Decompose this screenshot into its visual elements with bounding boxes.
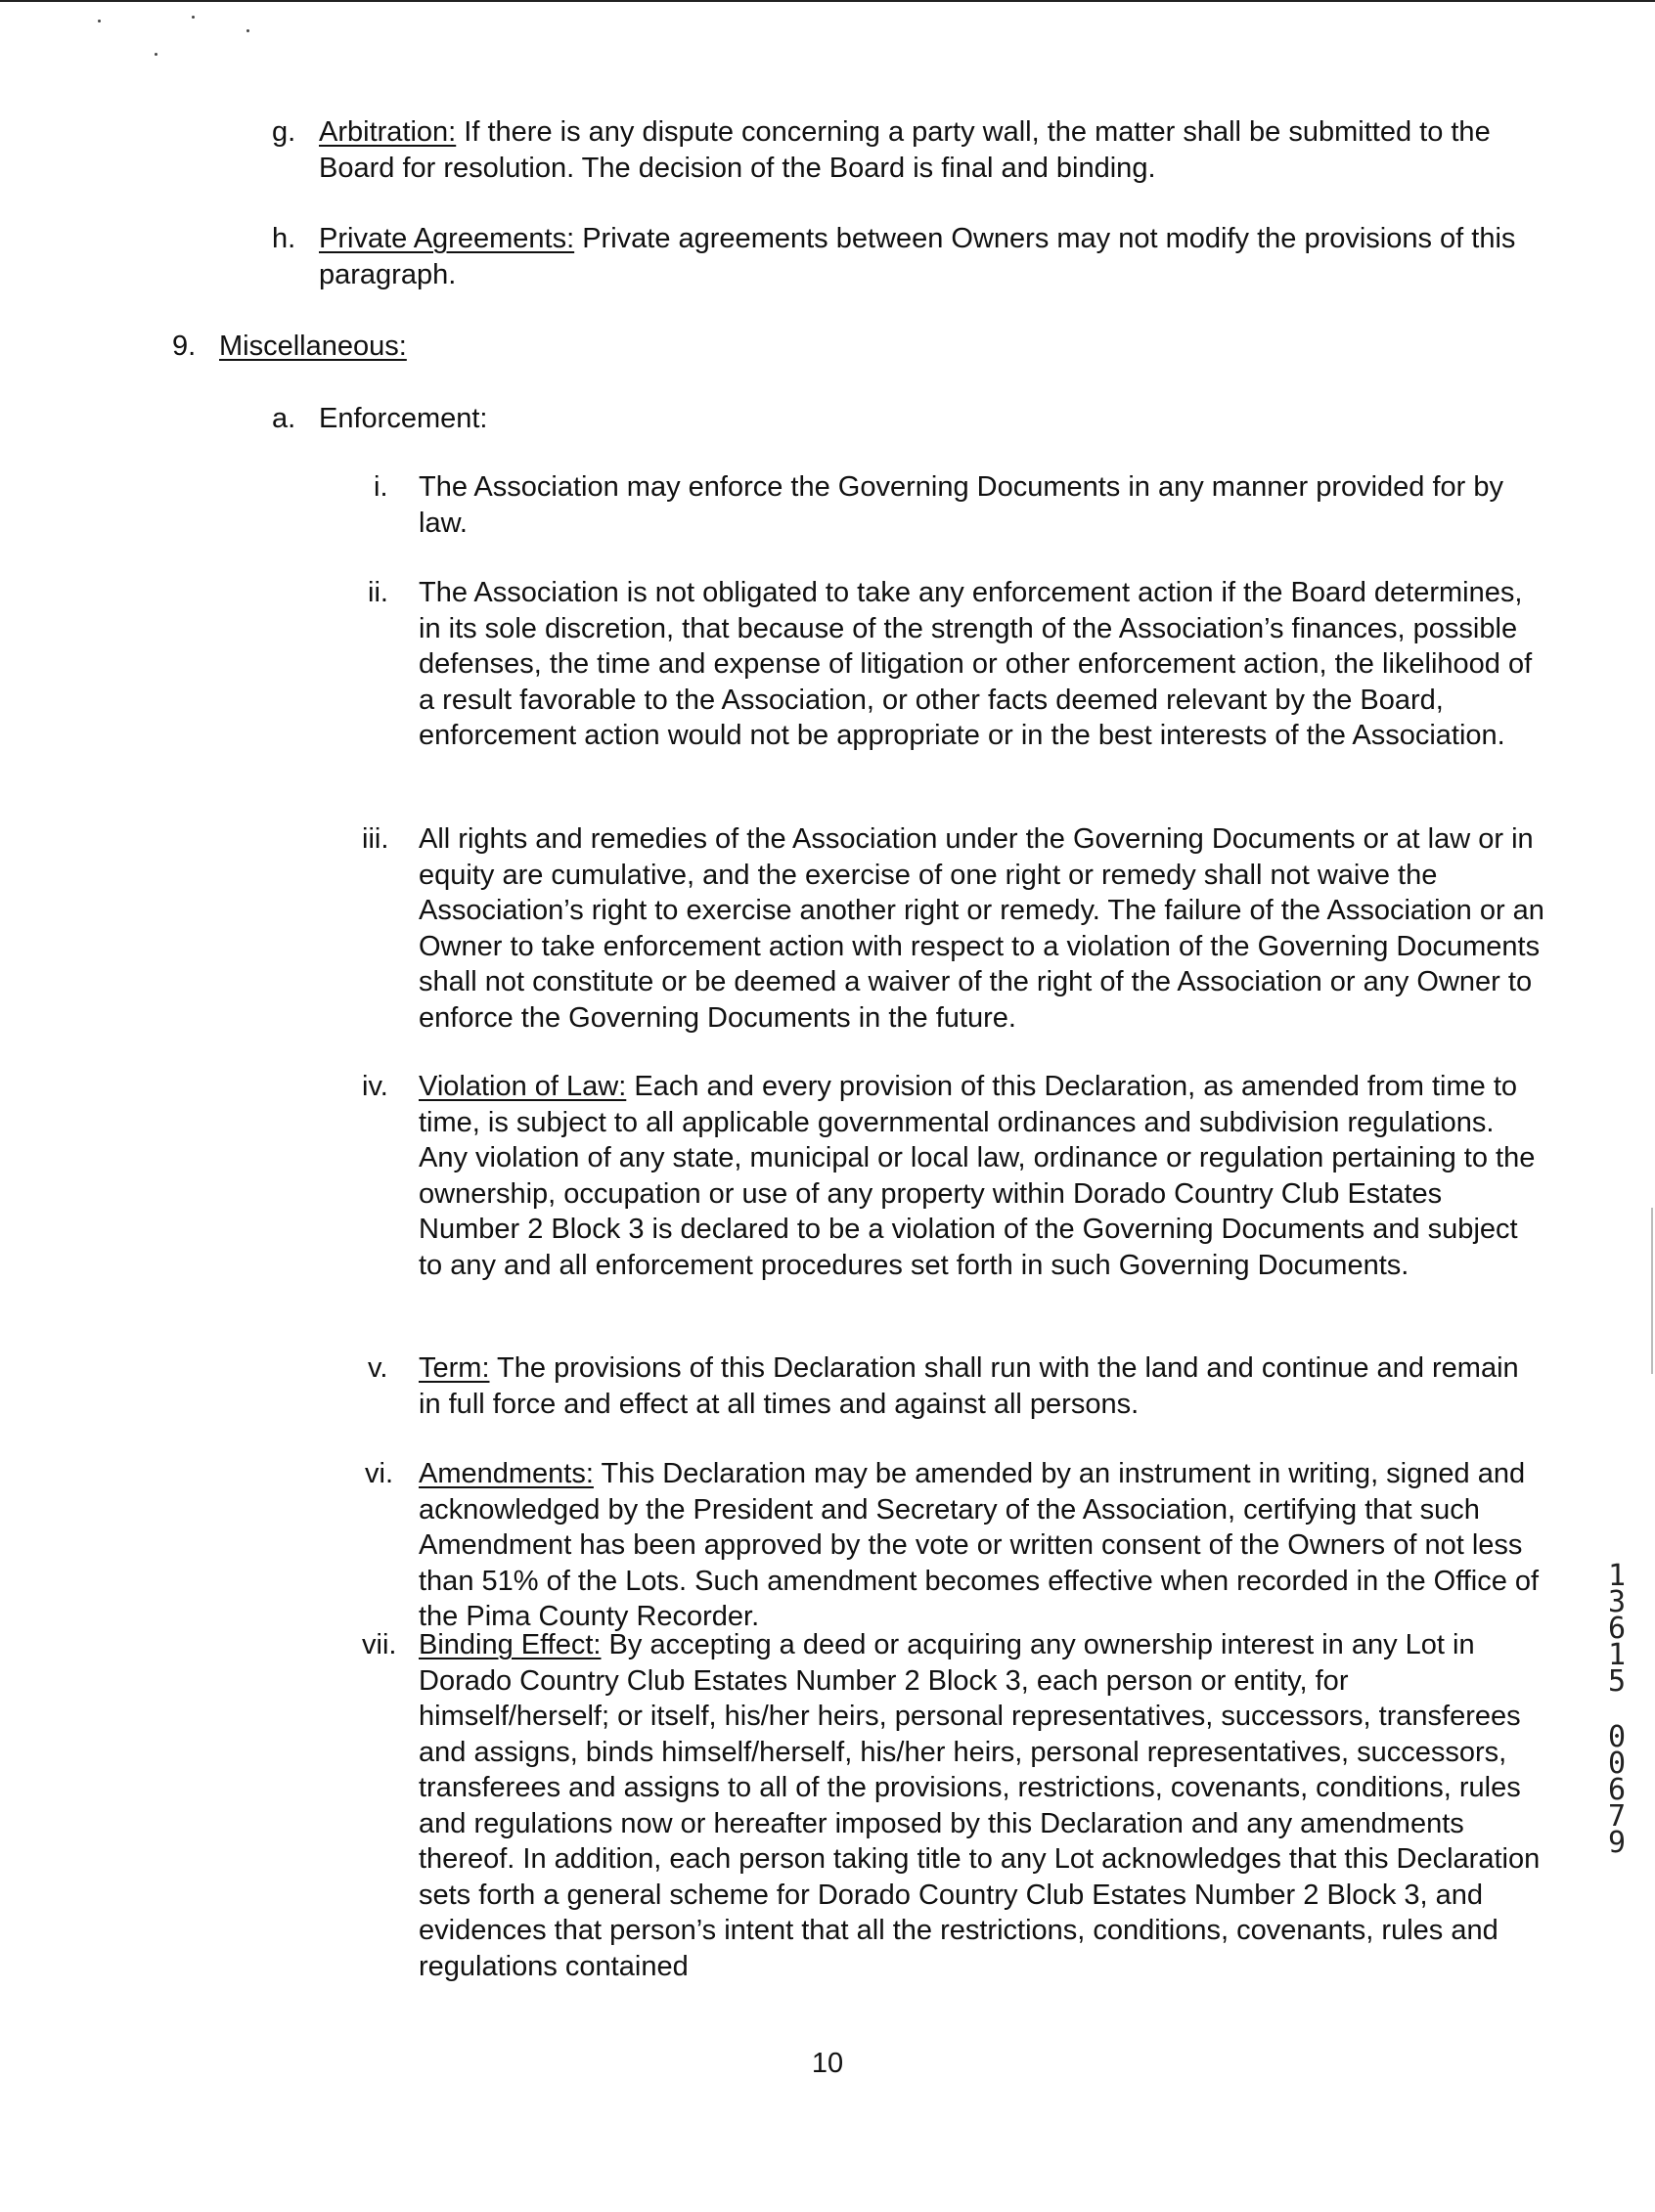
clause-marker: vi.	[365, 1458, 393, 1489]
stamp-digit: 6	[1607, 1612, 1627, 1646]
clause-heading: Binding Effect:	[419, 1629, 602, 1660]
section-marker: 9.	[172, 331, 197, 362]
subsection-marker: g.	[272, 116, 296, 148]
clause-heading: Amendments:	[419, 1458, 594, 1489]
subsection-a	[272, 401, 1054, 437]
section-body	[219, 329, 955, 365]
recording-stamp-vertical	[1602, 1559, 1632, 1860]
clause-marker: iii.	[362, 823, 389, 855]
clause-heading: Term:	[419, 1352, 490, 1384]
subsection-h	[272, 221, 1543, 292]
subsection-heading: Private Agreements:	[319, 223, 575, 254]
clause-text: The Association may enforce the Governing Documents in any manner provided for by law.	[419, 471, 1504, 539]
clause-body	[419, 1456, 1545, 1635]
subsection-heading: Enforcement:	[319, 403, 488, 434]
stamp-digit: 6	[1607, 1773, 1627, 1807]
clause-marker: ii.	[368, 577, 388, 608]
clause-marker: vii.	[362, 1629, 397, 1660]
clause-marker: iv.	[362, 1071, 388, 1102]
clause-iii	[362, 821, 1545, 1036]
clause-body	[419, 1627, 1545, 1984]
section-9	[172, 329, 955, 365]
subsection-marker: a.	[272, 403, 296, 434]
subsection-g	[272, 114, 1543, 186]
section-heading: Miscellaneous:	[219, 331, 407, 362]
clause-marker: i.	[374, 471, 388, 503]
stamp-digit: 1	[1607, 1559, 1627, 1593]
stamp-digit: 0	[1607, 1720, 1627, 1754]
subsection-text: Private agreements between Owners may not modify the provisions of this paragraph.	[319, 223, 1516, 290]
stamp-digit: 1	[1607, 1638, 1627, 1672]
clause-text: All rights and remedies of the Association under the Governing Documents or at law or in equity are cumulative, and the exercise of one right or remedy shall not waive the Association’s right to exercise another right or remedy. The failure of the Association or an Owner to take enforcement action with respect to a violation of the Governing Documents shall not constitute or be deemed a waiver of the right of the Association or any Owner to enforce the Governing Documents in the future.	[419, 823, 1544, 1034]
clause-text: The Association is not obligated to take any enforcement action if the Board determines, in its sole discretion, that because of the strength of the Association’s finances, possible defenses, the time and expense of litigation or other enforcement action, the likelihood of a result favorable to the Association, or other facts deemed relevant by the Board, enforcement action would not be appropriate or in the best interests of the Association.	[419, 577, 1533, 751]
clause-text: Each and every provision of this Declaration, as amended from time to time, is subject to all applicable governmental ordinances and subdivision regulations. Any violation of any state, municipal or local law, ordinance or regulation pertaining to the ownership, occupation or use of any property within Dorado Country Club Estates Number 2 Block 3 is declared to be a violation of the Governing Documents and subject to any and all enforcement procedures set forth in such Governing Documents.	[419, 1071, 1536, 1281]
page-number: 10	[811, 2048, 844, 2079]
stamp-digit: 5	[1607, 1664, 1627, 1699]
stamp-digit: 9	[1607, 1826, 1627, 1860]
clause-body	[419, 1069, 1545, 1283]
subsection-body	[319, 401, 1054, 437]
clause-body	[419, 575, 1545, 754]
clause-i	[362, 469, 1545, 541]
clause-vii	[362, 1627, 1545, 1984]
clause-iv	[362, 1069, 1545, 1283]
clause-text: This Declaration may be amended by an instrument in writing, signed and acknowledged by the President and Secretary of the Association, certifying that such Amendment has been approved by the vote or written consent of the Owners of not less than 51% of the Lots. Such amendment becomes effective when recorded in the Office of the Pima County Recorder.	[419, 1458, 1540, 1632]
subsection-heading: Arbitration:	[319, 116, 457, 148]
clause-v	[362, 1350, 1545, 1422]
clause-vi	[362, 1456, 1545, 1635]
stamp-digit: 3	[1607, 1585, 1627, 1619]
subsection-body	[319, 114, 1543, 186]
stamp-digit: 7	[1607, 1799, 1627, 1834]
subsection-text: If there is any dispute concerning a party wall, the matter shall be submitted to the Board for resolution. The decision of the Board is final and binding.	[319, 116, 1491, 184]
clause-body	[419, 1350, 1545, 1422]
subsection-marker: h.	[272, 223, 296, 254]
clause-ii	[362, 575, 1545, 754]
stamp-digit: 0	[1607, 1747, 1627, 1781]
clause-body	[419, 821, 1545, 1036]
clause-marker: v.	[368, 1352, 388, 1384]
clause-body	[419, 469, 1545, 541]
recording-stamp	[1602, 1559, 1632, 1860]
clause-heading: Violation of Law:	[419, 1071, 627, 1102]
clause-text: The provisions of this Declaration shall run with the land and continue and remain in full force and effect at all times and against all persons.	[419, 1352, 1519, 1420]
subsection-body	[319, 221, 1543, 292]
clause-text: By accepting a deed or acquiring any ownership interest in any Lot in Dorado Country Club Estates Number 2 Block 3, each person or entity, for himself/herself; or itself, his/her heirs, personal representatives, successors, transferees and assigns, binds himself/herself, his/her heirs, personal representatives, successors, transferees and assigns to all of the provisions, restrictions, covenants, conditions, rules and regulations now or hereafter imposed by this Declaration and any amendments thereof. In addition, each person taking title to any Lot acknowledges that this Declaration sets forth a general scheme for Dorado Country Club Estates Number 2 Block 3, and evidences that person’s intent that all the restrictions, conditions, covenants, rules and regulations contained	[419, 1629, 1541, 1982]
